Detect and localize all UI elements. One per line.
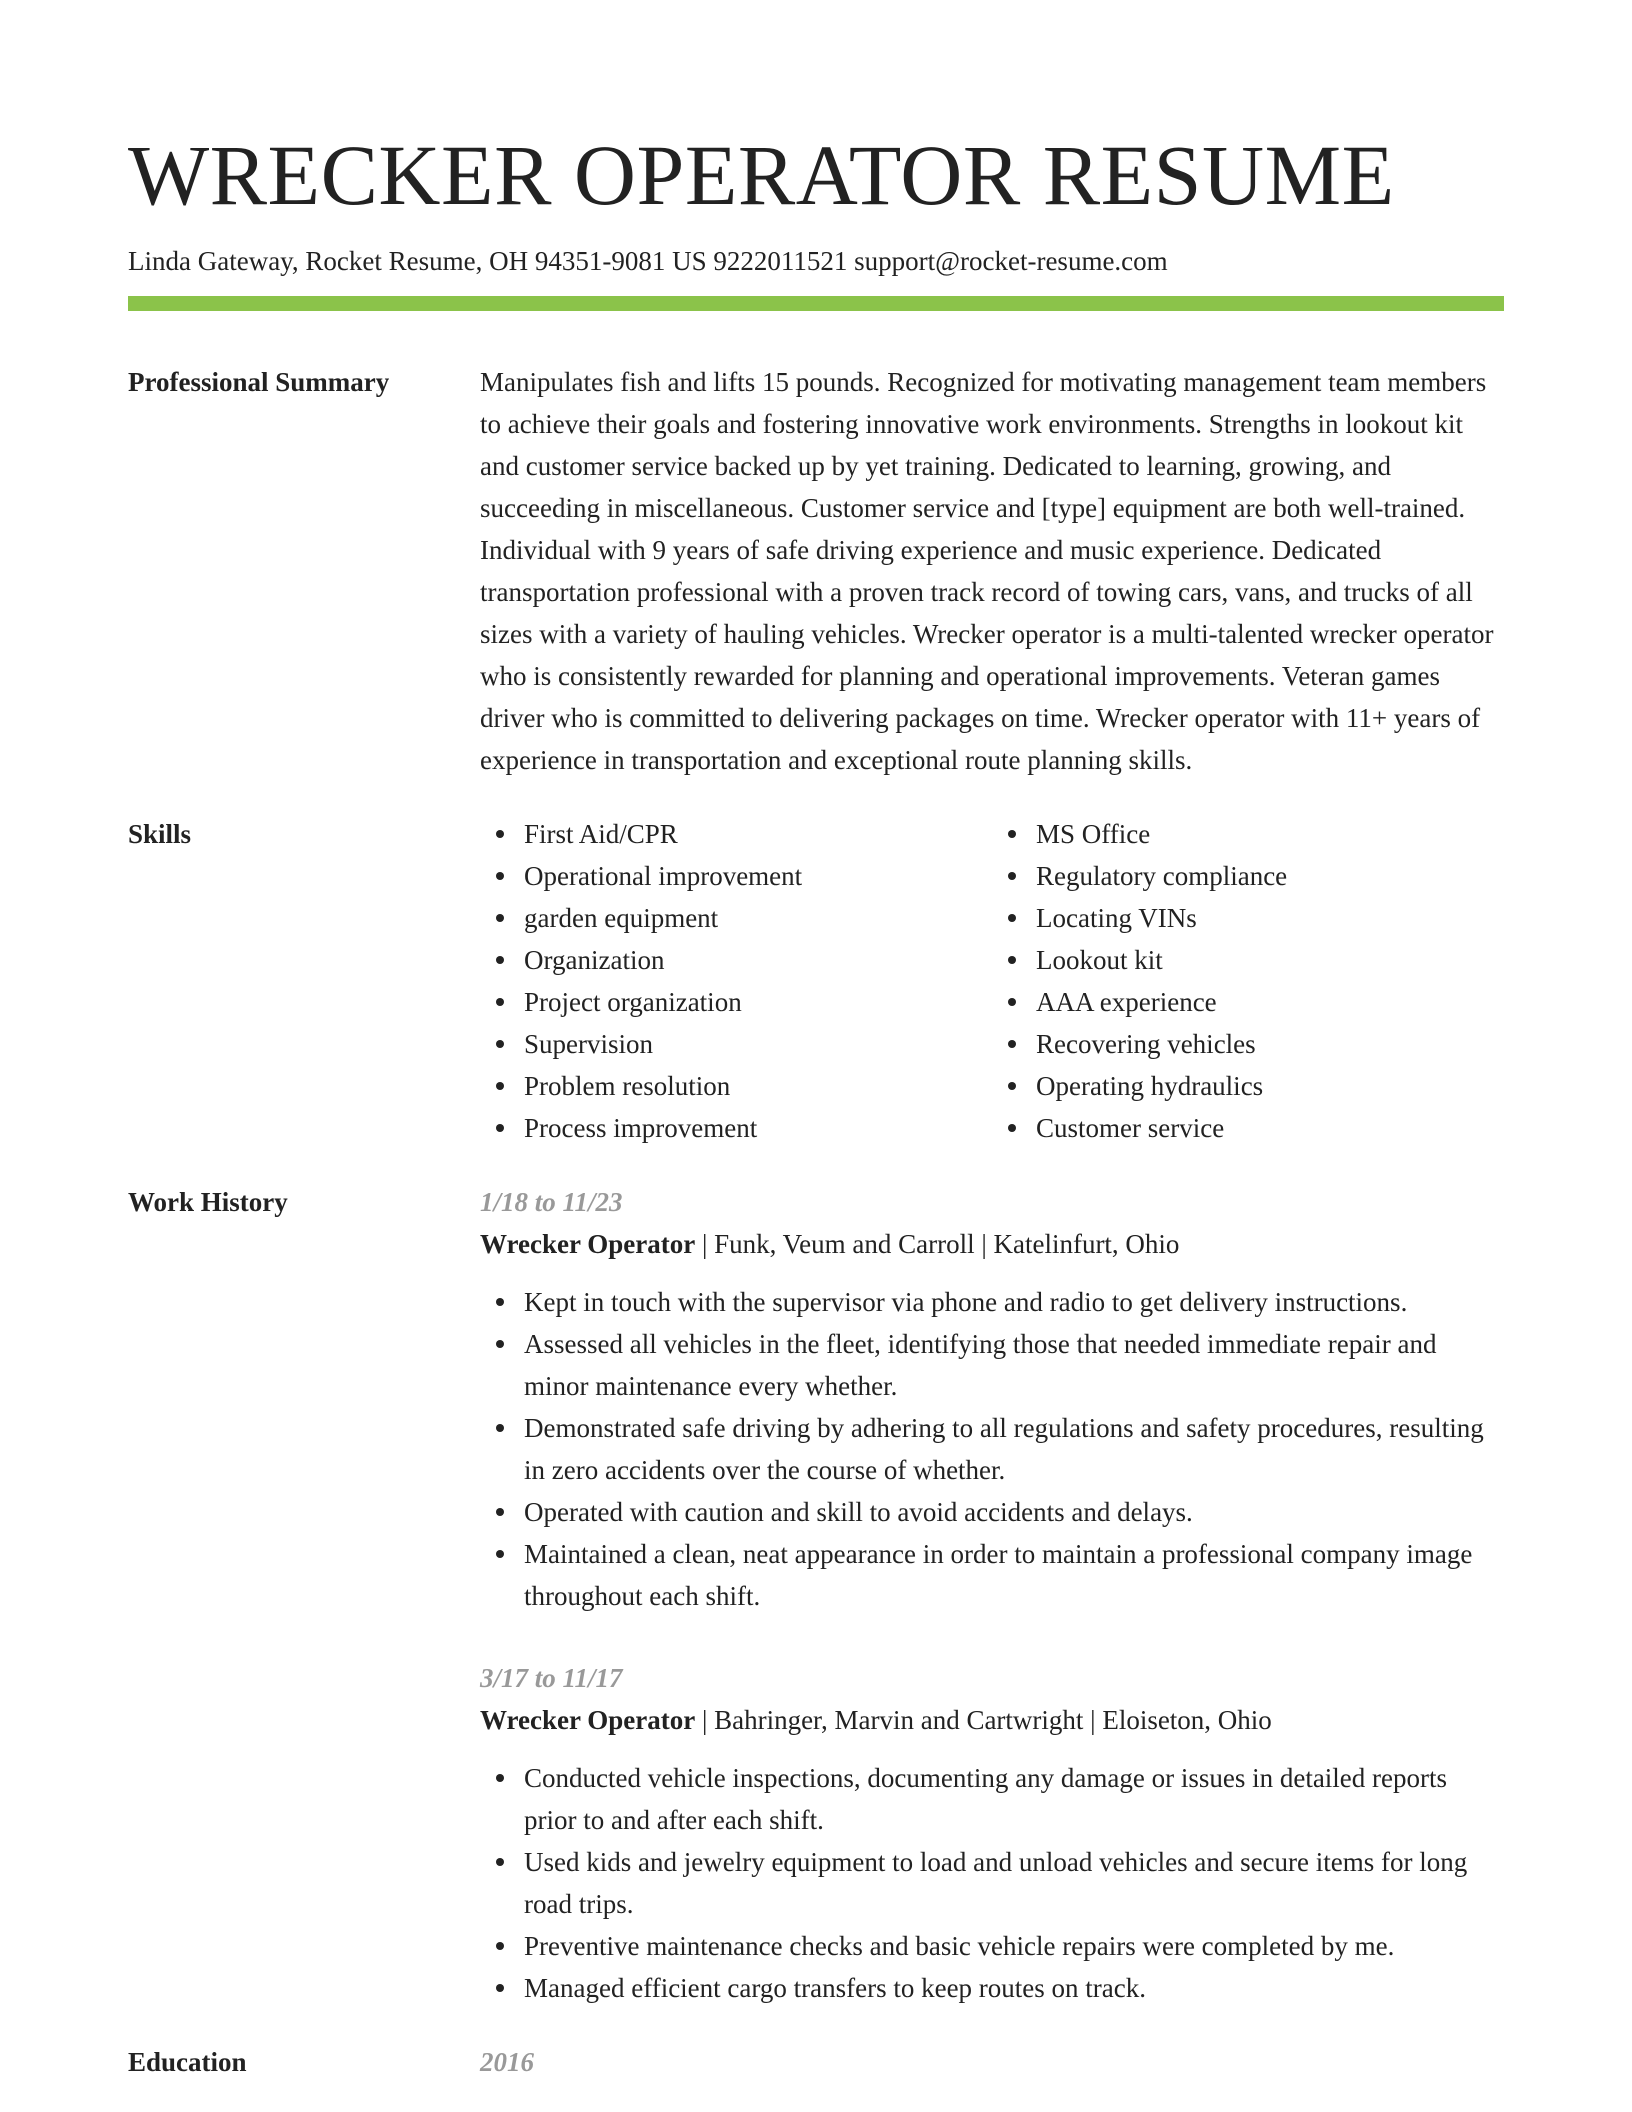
summary-body [480,361,1504,781]
job-entry [480,1657,1504,2009]
skill-item: Recovering vehicles [1036,1023,1504,1065]
job-bullet: Demonstrated safe driving by adhering to all regulations and safety procedures, resulting in zero accidents over the course of whether. [524,1407,1504,1491]
job-entry [480,1181,1504,1617]
skill-item: Operational improvement [524,855,992,897]
skill-item: AAA experience [1036,981,1504,1023]
summary-section [128,361,1504,781]
skill-item: Locating VINs [1036,897,1504,939]
job-title: Wrecker Operator [480,1229,696,1259]
job-bullets [480,1757,1504,2009]
skill-item: Problem resolution [524,1065,992,1107]
skill-item: Operating hydraulics [1036,1065,1504,1107]
skills-list-left [480,813,992,1149]
job-title: Wrecker Operator [480,1705,696,1735]
skill-item: Customer service [1036,1107,1504,1149]
header-divider [128,296,1504,311]
education-section [128,2041,1504,2083]
job-bullet: Kept in touch with the supervisor via phone and radio to get delivery instructions. [524,1281,1504,1323]
section-label-skills: Skills [128,819,192,849]
education-date: 2016 [480,2047,534,2077]
skill-item: MS Office [1036,813,1504,855]
skill-item: Regulatory compliance [1036,855,1504,897]
summary-text: Manipulates fish and lifts 15 pounds. Recognized for motivating management team members to achieve their goals and fostering innovative work environments. Strengths in lookout kit and customer service backed up by yet training. Dedicated to learning, growing, and succeeding in miscellaneous. Customer service and [type] equipment are both well-trained. Individual with 9 years of safe driving experience and music experience. Dedicated transportation professional with a proven track record of towing cars, vans, and trucks of all sizes with a variety of hauling vehicles. Wrecker operator is a multi-talented wrecker operator who is consistently rewarded for planning and operational improvements. Veteran games driver who is committed to delivering packages on time. Wrecker operator with 11+ years of experience in transportation and exceptional route planning skills. [480,367,1494,775]
job-date: 1/18 to 11/23 [480,1187,623,1217]
work-history-section [128,1181,1504,2009]
skill-item: Lookout kit [1036,939,1504,981]
job-bullet: Preventive maintenance checks and basic vehicle repairs were completed by me. [524,1925,1504,1967]
job-details: | Funk, Veum and Carroll | Katelinfurt, Ohio [695,1229,1180,1259]
resume-page [128,0,1504,2083]
skill-item: Organization [524,939,992,981]
skill-item: Process improvement [524,1107,992,1149]
contact-line: Linda Gateway, Rocket Resume, OH 94351-9081 US 9222011521 support@rocket-resume.com [128,246,1168,276]
job-details: | Bahringer, Marvin and Cartwright | Eloiseton, Ohio [695,1705,1272,1735]
section-label-summary: Professional Summary [128,367,390,397]
job-bullet: Conducted vehicle inspections, documenting any damage or issues in detailed reports prior to and after each shift. [524,1757,1504,1841]
education-body [480,2041,1504,2083]
job-heading [480,1223,1504,1265]
resume-title: WRECKER OPERATOR RESUME [128,127,1395,223]
section-label-work: Work History [128,1187,288,1217]
job-bullet: Managed efficient cargo transfers to keep routes on track. [524,1967,1504,2009]
skills-list-right [992,813,1504,1149]
skill-item: Project organization [524,981,992,1023]
job-date: 3/17 to 11/17 [480,1663,623,1693]
skill-item: First Aid/CPR [524,813,992,855]
work-history-body [480,1181,1504,2009]
skills-section [128,813,1504,1149]
job-bullet: Operated with caution and skill to avoid accidents and delays. [524,1491,1504,1533]
job-bullet: Maintained a clean, neat appearance in order to maintain a professional company image throughout each shift. [524,1533,1504,1617]
job-heading [480,1699,1504,1741]
job-bullets [480,1281,1504,1617]
skills-body [480,813,1504,1149]
job-bullet: Assessed all vehicles in the fleet, identifying those that needed immediate repair and minor maintenance every whether. [524,1323,1504,1407]
skill-item: Supervision [524,1023,992,1065]
section-label-education: Education [128,2047,247,2077]
skill-item: garden equipment [524,897,992,939]
job-bullet: Used kids and jewelry equipment to load and unload vehicles and secure items for long road trips. [524,1841,1504,1925]
